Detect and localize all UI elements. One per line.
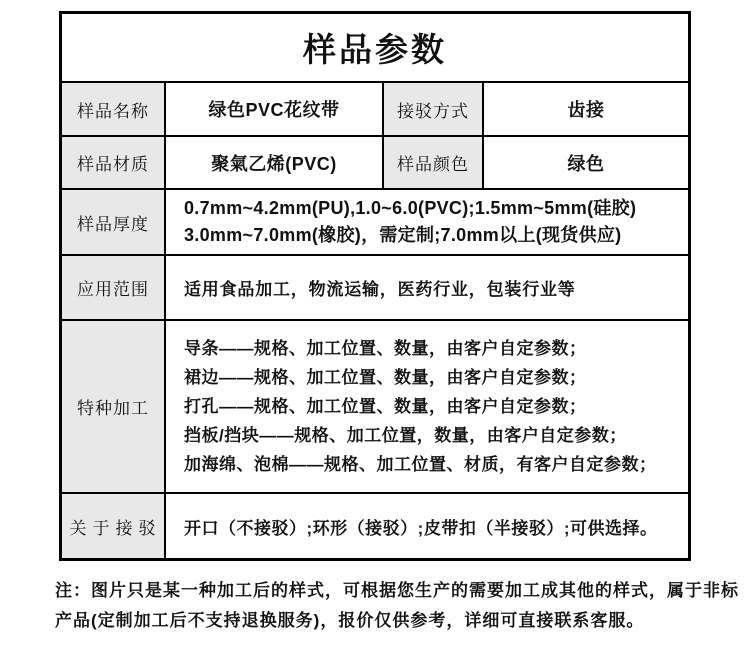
special-line-5: 加海绵、泡棉——规格、加工位置、材质，有客户自定参数；: [184, 455, 657, 474]
value-application-range: [164, 254, 688, 319]
label-sample-material: 样品材质: [62, 135, 164, 188]
value-joint-method: 齿接: [482, 81, 688, 135]
special-line-1: 导条——规格、加工位置、数量，由客户自定参数；: [184, 339, 587, 358]
value-sample-thickness: [164, 188, 688, 254]
thickness-line-1: 0.7mm~4.2mm(PU),1.0~6.0(PVC);1.5mm~5mm(硅胶): [184, 198, 637, 218]
value-sample-color: 绿色: [482, 135, 688, 188]
value-about-joint: [164, 492, 688, 558]
thickness-line-2: 3.0mm~7.0mm(橡胶)，需定制;7.0mm以上(现货供应): [184, 225, 622, 245]
label-sample-thickness: 样品厚度: [62, 188, 164, 254]
value-special-processing: [164, 319, 688, 492]
sample-parameters-table: [59, 11, 691, 561]
footnote: [55, 576, 739, 636]
application-text: 适用食品加工，物流运输，医药行业，包装行业等: [184, 280, 576, 299]
about-joint-text: 开口（不接驳）;环形（接驳）;皮带扣（半接驳）;可供选择。: [184, 518, 658, 538]
label-sample-color: 样品颜色: [382, 135, 482, 188]
special-line-4: 挡板/挡块——规格、加工位置，数量，由客户自定参数；: [184, 426, 627, 445]
special-line-3: 打孔——规格、加工位置、数量，由客户自定参数；: [184, 397, 587, 416]
label-sample-name: 样品名称: [62, 81, 164, 135]
label-about-joint: 关于接驳: [62, 492, 164, 558]
label-application-range: 应用范围: [62, 254, 164, 319]
footnote-line-2: 产品(定制加工后不支持退换服务)，报价仅供参考，详细可直接联系客服。: [55, 611, 645, 630]
footnote-line-1: 注：图片只是某一种加工后的样式，可根据您生产的需要加工成其他的样式，属于非标: [55, 581, 739, 600]
value-sample-name: 绿色PVC花纹带: [164, 81, 382, 135]
label-joint-method: 接驳方式: [382, 81, 482, 135]
label-special-processing: 特种加工: [62, 319, 164, 492]
table-title: 样品参数: [303, 31, 447, 68]
special-line-2: 裙边——规格、加工位置、数量，由客户自定参数；: [184, 368, 587, 387]
value-sample-material: 聚氣乙烯(PVC): [164, 135, 382, 188]
